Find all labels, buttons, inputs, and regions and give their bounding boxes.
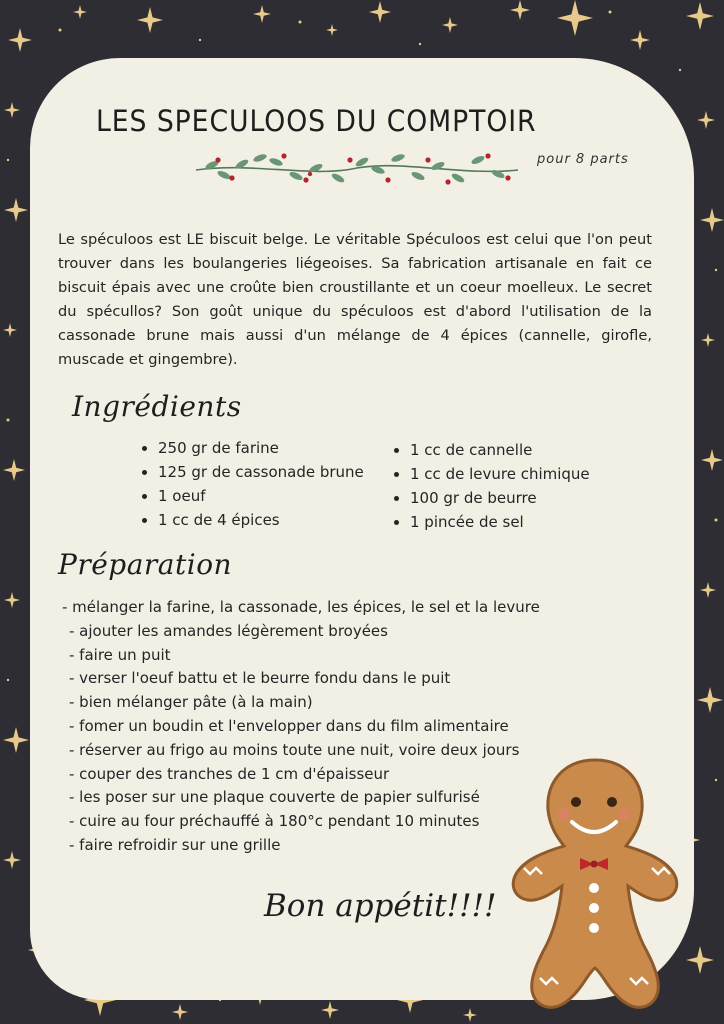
- recipe-title: LES SPECULOOS DU COMPTOIR: [96, 104, 537, 138]
- recipe-intro: Le spéculoos est LE biscuit belge. Le véritable Spéculoos est celui que l'on peut trouver dans les boulangeries liégeoises. Sa fabrication artisanale en fait ce biscuit épais avec une croûte bien croustillante et un coeur moelleux. Le secret du spécullos? Son goût unique du spéculoos est d'abord l'utilisation de la cassonade brune mais aussi d'un mélange de 4 épices (cannelle, girofle, muscade et gingembre).: [58, 231, 652, 368]
- closing-message: Bon appétit!!!!: [264, 888, 497, 924]
- list-item: - bien mélanger pâte (à la main): [69, 693, 313, 712]
- list-item: - fomer un boudin et l'envelopper dans du film alimentaire: [69, 716, 509, 735]
- list-item: - ajouter les amandes légèrement broyées: [69, 621, 388, 640]
- list-item: • 1 cc de 4 épices: [158, 508, 364, 532]
- list-item: • 125 gr de cassonade brune: [158, 460, 364, 484]
- list-item: - faire un puit: [69, 645, 171, 664]
- list-item: • 1 cc de cannelle: [410, 438, 590, 462]
- list-item: • 250 gr de farine: [158, 436, 364, 460]
- preparation-steps: [62, 596, 540, 858]
- list-item: • 100 gr de beurre: [410, 486, 590, 510]
- ingredients-list-left: [138, 436, 364, 532]
- list-item: • 1 cc de levure chimique: [410, 462, 590, 486]
- preparation-heading: Préparation: [58, 548, 233, 581]
- gingerbread-man-icon: [506, 756, 684, 1012]
- list-item: - cuire au four préchauffé à 180°c pendant 10 minutes: [69, 812, 480, 831]
- holly-garland-icon: [192, 148, 522, 194]
- list-item: - les poser sur une plaque couverte de papier sulfurisé: [69, 788, 480, 807]
- portions-note: pour 8 parts: [537, 152, 629, 167]
- list-item: - réserver au frigo au moins toute une nuit, voire deux jours: [69, 740, 520, 759]
- list-item: - mélanger la farine, la cassonade, les épices, le sel et la levure: [62, 598, 540, 616]
- list-item: - verser l'oeuf battu et le beurre fondu dans le puit: [69, 669, 451, 688]
- list-item: - couper des tranches de 1 cm d'épaisseur: [69, 764, 390, 783]
- list-item: • 1 pincée de sel: [410, 510, 590, 534]
- list-item: - faire refroidir sur une grille: [69, 835, 281, 854]
- list-item: • 1 oeuf: [158, 484, 364, 508]
- ingredients-heading: Ingrédients: [72, 390, 242, 423]
- ingredients-list-right: [390, 438, 590, 534]
